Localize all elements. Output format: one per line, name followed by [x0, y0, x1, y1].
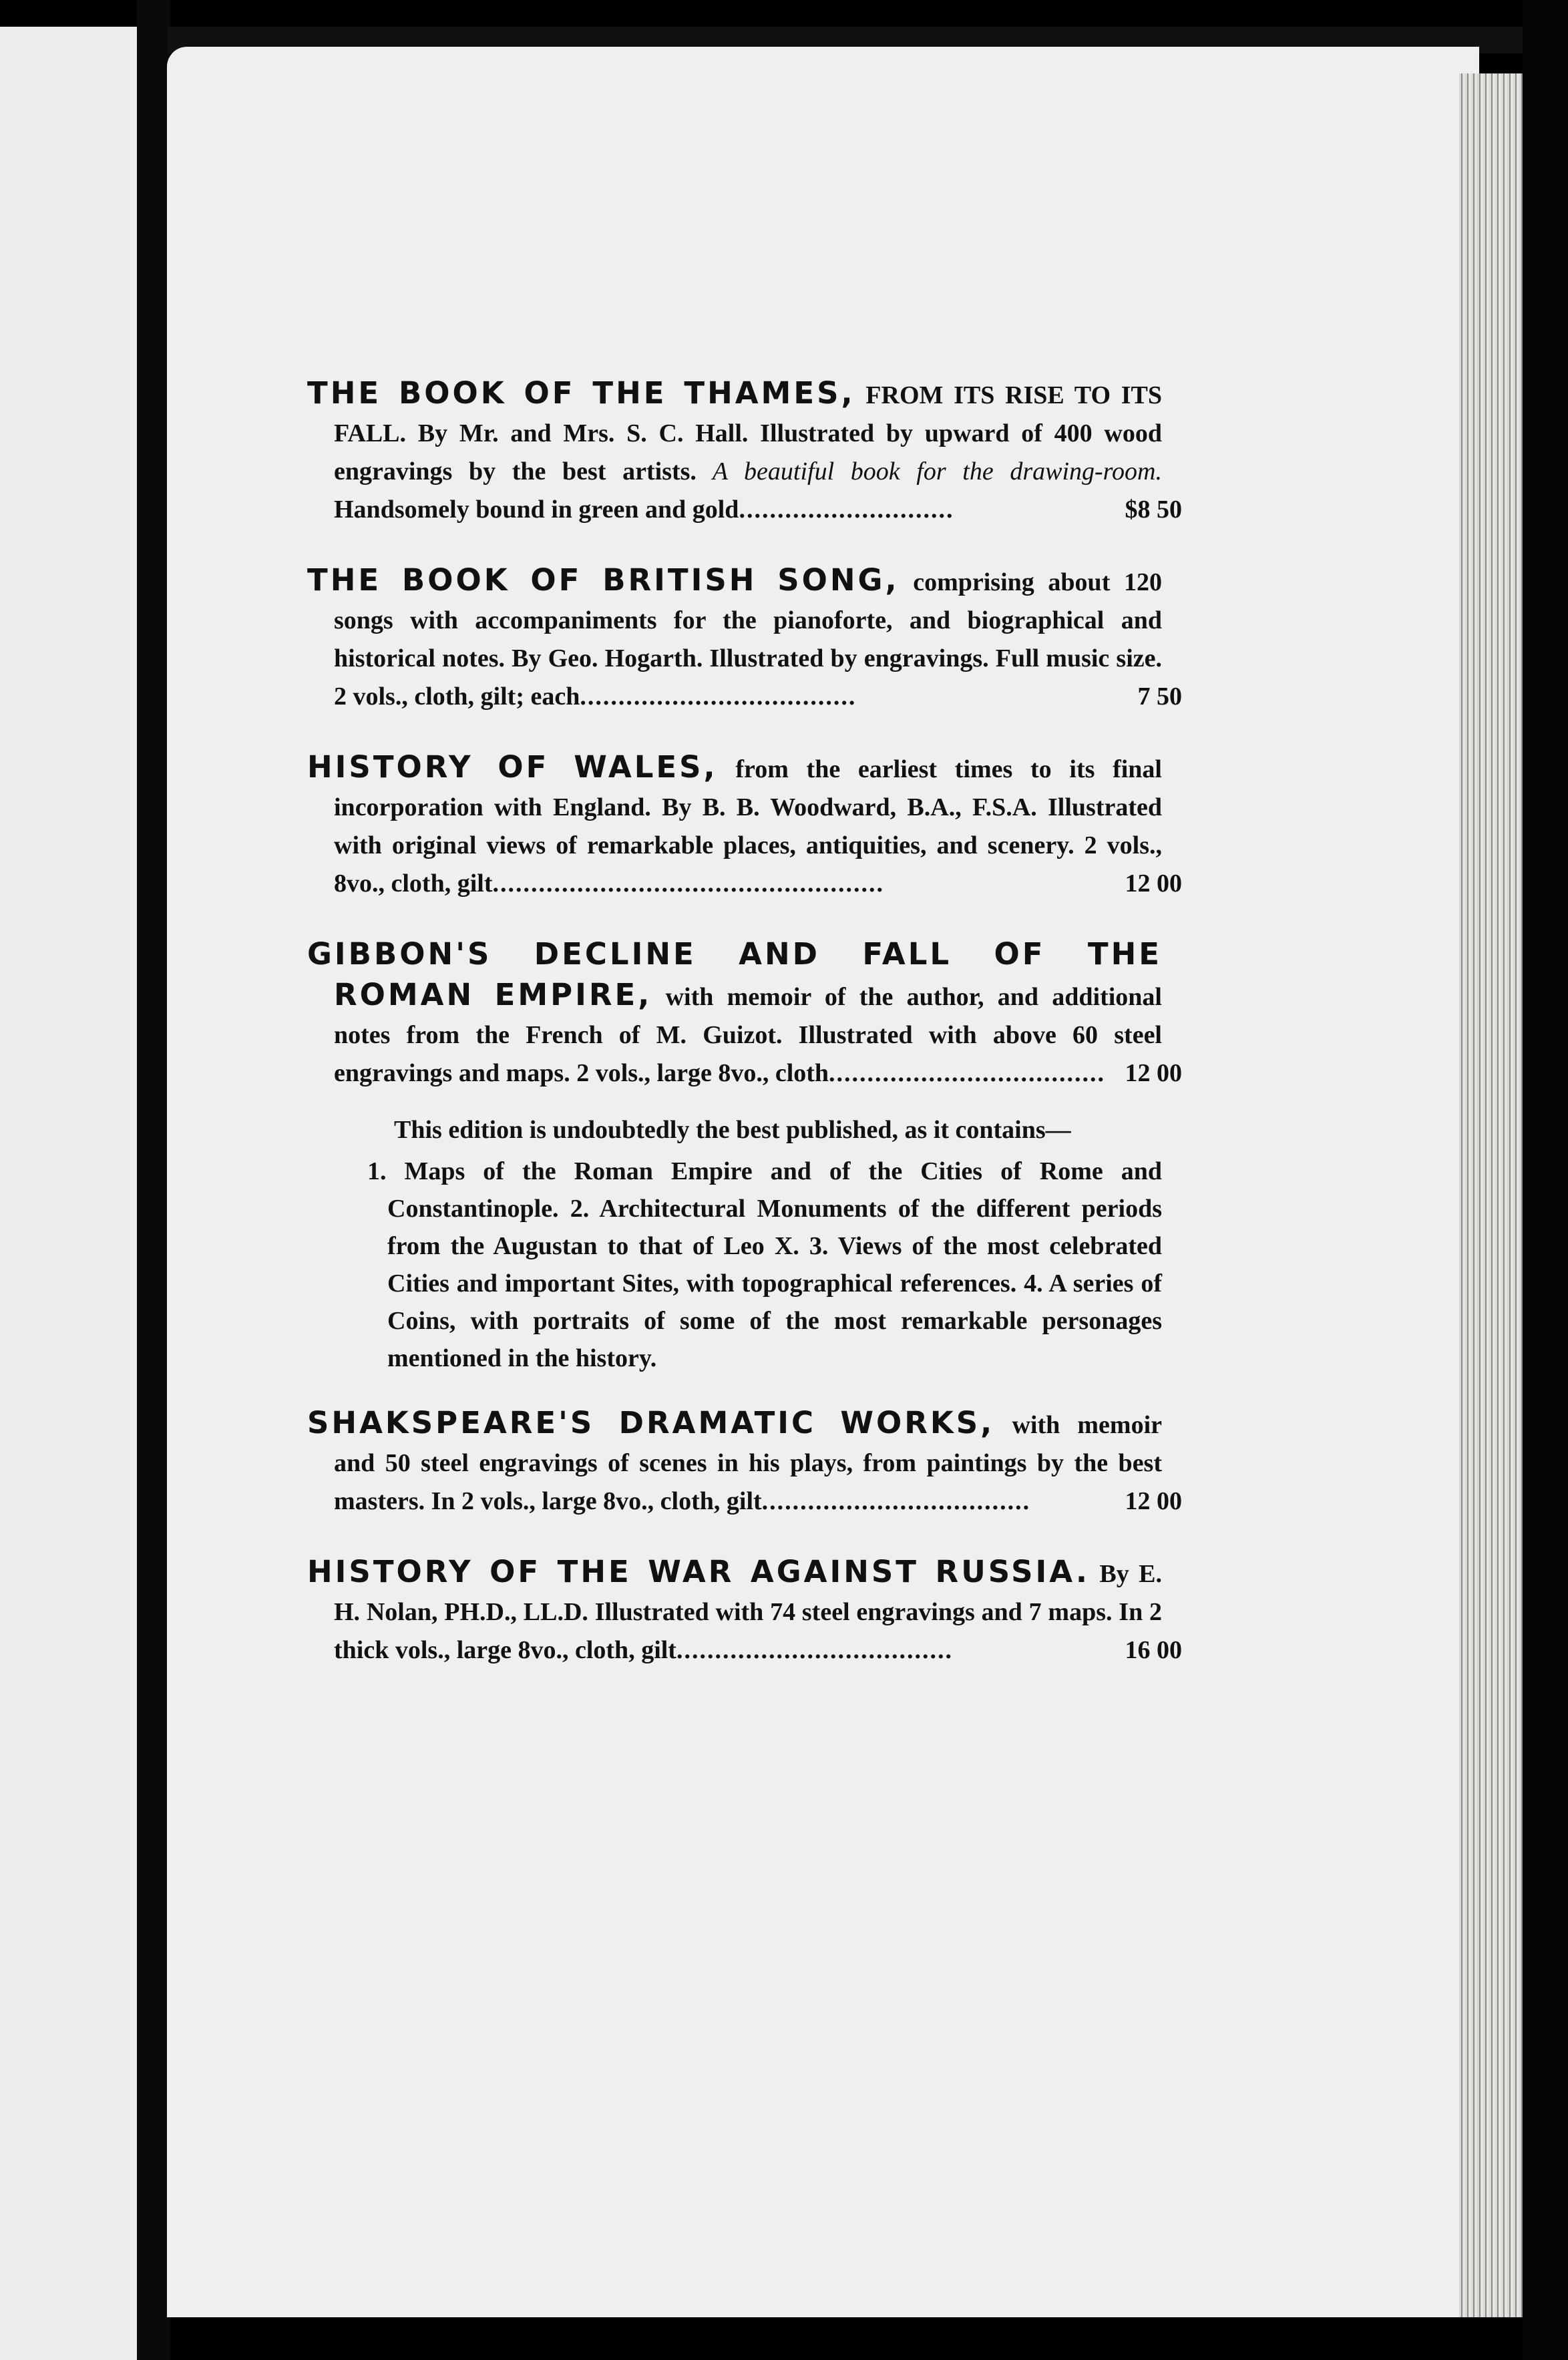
entry-title: THE BOOK OF THE THAMES,	[307, 375, 855, 411]
leader-dots: ....................................	[676, 1636, 953, 1664]
entry-title: HISTORY OF THE WAR AGAINST RUSSIA.	[307, 1554, 1091, 1589]
note-intro: This edition is undoubtedly the best published, as it contains—	[394, 1116, 1071, 1144]
entry-gibbon	[307, 935, 1182, 1093]
leader-dots: ............................	[739, 496, 954, 524]
entry-history-wales	[307, 748, 1182, 903]
entry-war-russia	[307, 1553, 1182, 1669]
entry-description-italic: A beautiful book for the drawing-room.	[696, 457, 1162, 485]
entry-price: 7 50	[1137, 682, 1182, 711]
note-list: 1. Maps of the Roman Empire and of the Cities of Rome and Constantinople. 2. Architectural Monuments of the different periods from the Augustan to that of Leo X. 3. Views of the most celebrated Cities and important Sites, with topographical references. 4. A series of Coins, with portraits of some of the most remarkable personages mentioned in the history.	[367, 1157, 1162, 1372]
entry-title: HISTORY OF WALES,	[307, 749, 718, 785]
entry-british-song	[307, 561, 1182, 716]
entry-description: with memoir of the author, and additional notes from the French of M. Guizot. Illustrated with above 60 steel engravings and maps. 2 vols., large 8vo., cloth	[334, 983, 1162, 1087]
page-edges	[1459, 73, 1523, 2317]
entry-title: GIBBON'S DECLINE AND FALL OF THE ROMAN EMPIRE,	[307, 936, 1162, 1012]
entry-description: from the earliest times to its final incorporation with England. By B. B. Woodward, B.A., F.S.A. Illustrated with original views of remarkable places, antiquities, and scenery. 2 vols., 8vo., cloth, gilt	[334, 755, 1162, 898]
catalogue-listing	[307, 374, 1182, 1702]
gibbon-note	[367, 1111, 1162, 1377]
right-border	[1523, 0, 1568, 2360]
entry-price: 12 00	[1125, 1059, 1182, 1087]
entry-price: 12 00	[1125, 1487, 1182, 1515]
leader-dots: ....................................	[580, 682, 857, 711]
entry-title: SHAKSPEARE'S DRAMATIC WORKS,	[307, 1405, 995, 1440]
entry-description: with memoir and 50 steel engravings of scenes in his plays, from paintings by the best masters. In 2 vols., large 8vo., cloth, gilt	[334, 1411, 1162, 1515]
entry-price: $8 50	[1125, 496, 1182, 524]
entry-title: THE BOOK OF BRITISH SONG,	[307, 562, 900, 598]
entry-shakspeare	[307, 1404, 1182, 1521]
entry-description: comprising about 120 songs with accompaniments for the pianoforte, and biographical and historical notes. By Geo. Hogarth. Illustrated by engravings. Full music size. 2 vols., cloth, gilt; each	[334, 568, 1162, 711]
entry-price: 12 00	[1125, 869, 1182, 898]
entry-description: FROM ITS RISE TO ITS FALL. By Mr. and Mrs. S. C. Hall. Illustrated by upward of 400 wood engravings by the best artists.	[334, 381, 1162, 485]
leader-dots: ...................................................	[492, 869, 884, 898]
book-spine	[137, 0, 170, 2360]
entry-price: 16 00	[1125, 1636, 1182, 1664]
entry-description: By E. H. Nolan, PH.D., LL.D. Illustrated with 74 steel engravings and 7 maps. In 2 thick vols., large 8vo., cloth, gilt	[334, 1560, 1162, 1664]
entry-thames	[307, 374, 1182, 529]
left-page	[0, 27, 137, 2360]
leader-dots: ...................................	[761, 1487, 1031, 1515]
entry-description-end: Handsomely bound in green and gold	[334, 496, 739, 524]
leader-dots: ....................................	[829, 1059, 1106, 1087]
